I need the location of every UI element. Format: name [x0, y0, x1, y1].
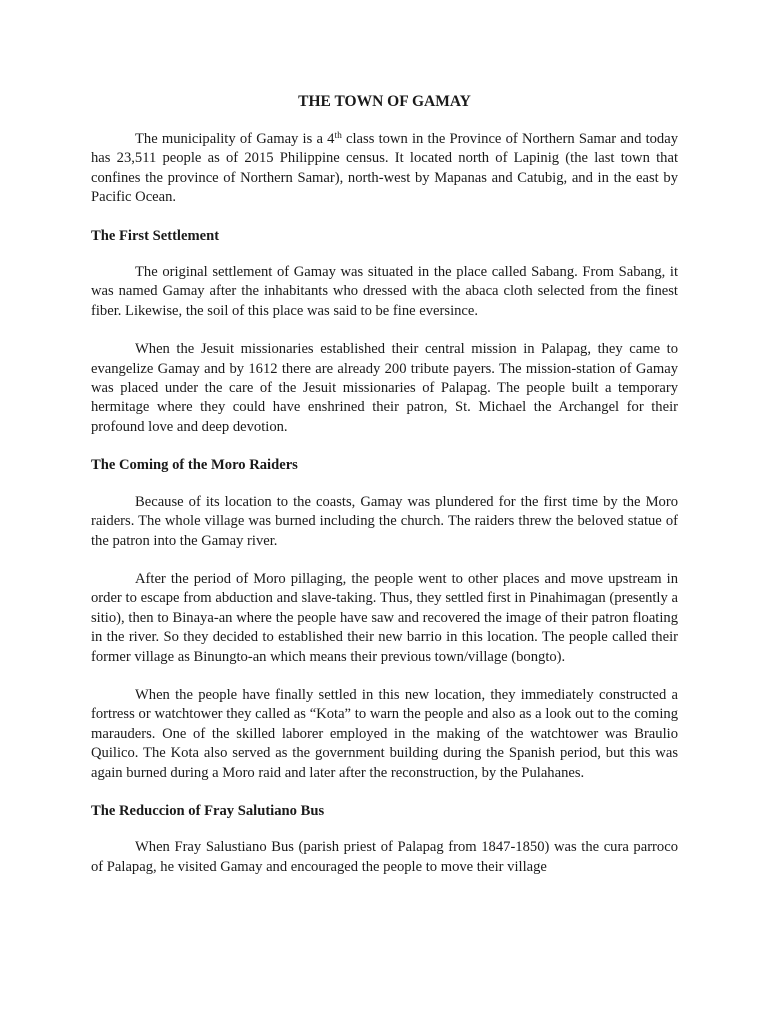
paragraph-first-settlement-2: When the Jesuit missionaries established their central mission in Palapag, they came to evangelize Gamay and by 1612 there are already 200 tribute payers. The mission-station of Gamay was placed under the care of the Jesuit missionaries of Palapag. The people built a temporary hermitage where they could have enshrined their patron, St. Michael the Archangel for their profound love and deep devotion.	[91, 341, 678, 435]
document-title: THE TOWN OF GAMAY	[298, 93, 471, 110]
section-heading-moro-raiders: The Coming of the Moro Raiders	[91, 457, 298, 474]
paragraph-moro-raiders-1: Because of its location to the coasts, Gamay was plundered for the first time by the Moro raiders. The whole village was burned including the church. The raiders threw the beloved statue of the patron into the Gamay river.	[91, 493, 678, 549]
paragraph-moro-raiders-2: After the period of Moro pillaging, the people went to other places and move upstream in order to escape from abduction and slave-taking. Thus, they settled first in Pinahimagan (presently a sitio), then to Binaya-an where the people have saw and recovered the image of their patron floating in the river. So they decided to established their new barrio in this location. The people called their former village as Binungto-an which means their previous town/village (bongto).	[91, 570, 678, 665]
intro-text-end: class town in the Province of Northern Samar and today has 23,511 people as of 2015 Philippine census. It located north of Lapinig (the last town that confines the province of Northern Samar), north-west by Mapanas and Catubig, and in the east by Pacific Ocean.	[91, 131, 678, 206]
intro-paragraph	[91, 130, 678, 208]
intro-text-start: The municipality of Gamay is a 4	[135, 131, 335, 147]
document-page	[91, 92, 678, 877]
paragraph-reduccion-1: When Fray Salustiano Bus (parish priest of Palapag from 1847-1850) was the cura parroco of Palapag, he visited Gamay and encouraged the people to move their village	[91, 839, 678, 875]
section-heading-first-settlement: The First Settlement	[91, 227, 220, 244]
ordinal-suffix: th	[334, 131, 342, 141]
section-heading-reduccion: The Reduccion of Fray Salutiano Bus	[91, 802, 325, 819]
paragraph-moro-raiders-3: When the people have finally settled in this new location, they immediately constructed a fortress or watchtower they called as “Kota” to warn the people and also as a look out to the coming marauders. One of the skilled laborer employed in the making of the watchtower was Braulio Quilico. The Kota also served as the government building during the Spanish period, but this was again burned during a Moro raid and later after the reconstruction, by the Pulahanes.	[91, 686, 678, 781]
paragraph-first-settlement-1: The original settlement of Gamay was situated in the place called Sabang. From Sabang, it was named Gamay after the inhabitants who dressed with the abaca cloth selected from the finest fiber. Likewise, the soil of this place was said to be fine eversince.	[91, 264, 678, 319]
